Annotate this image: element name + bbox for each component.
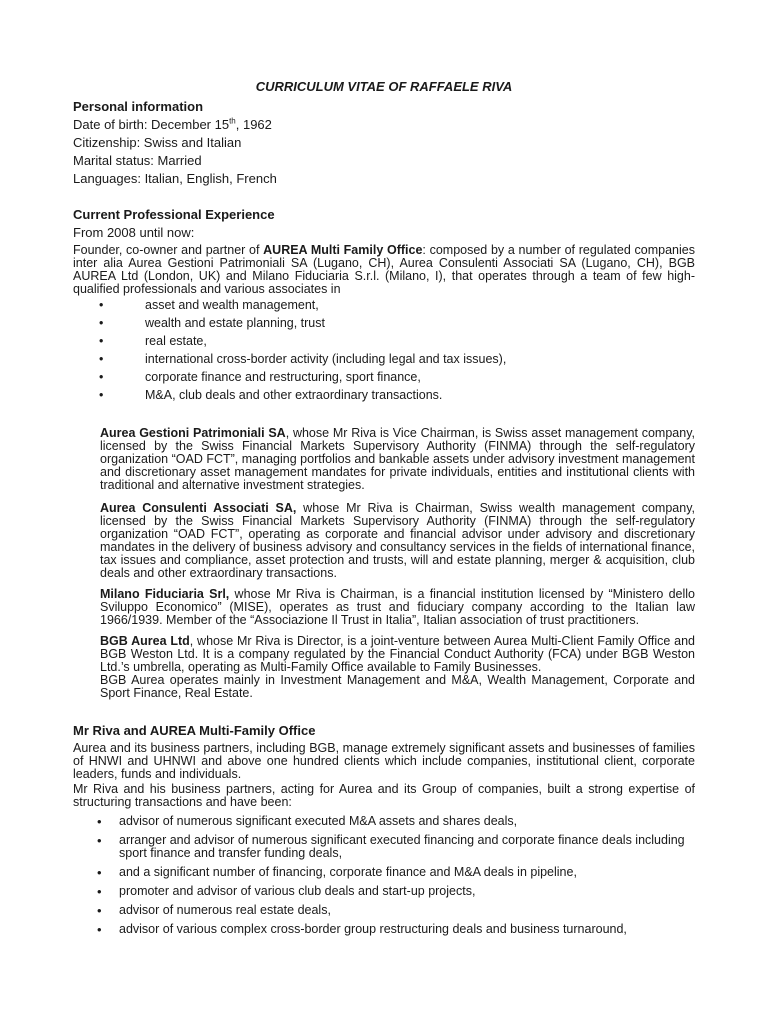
riva-aurea-paragraph-2: Mr Riva and his business partners, acting for Aurea and its Group of companies, built a strong expertise of structuring transactions and have been:: [73, 782, 695, 809]
list-item: • advisor of various complex cross-border group restructuring deals and business turnaround,: [97, 922, 627, 937]
bullet-icon: •: [99, 388, 104, 402]
riva-aurea-section: [73, 722, 695, 942]
experience-intro: [73, 244, 695, 296]
bullet-icon: •: [97, 833, 102, 848]
riva-aurea-paragraph-1: Aurea and its business partners, including BGB, manage extremely significant assets and businesses of families of HNWI and UHNWI and above one hundred clients which include companies, institutional client, corporate leaders, funds and individuals.: [73, 741, 695, 781]
dob-text: Date of birth: December 15: [73, 117, 230, 132]
list-item: • asset and wealth management,: [99, 298, 319, 312]
list-item: • promoter and advisor of various club deals and start-up projects,: [97, 884, 476, 899]
dob-superscript: th: [229, 116, 236, 126]
bullet-icon: •: [97, 865, 102, 880]
list-item: • international cross-border activity (including legal and tax issues),: [99, 352, 507, 366]
bullet-icon: •: [97, 814, 102, 829]
personal-information-heading: Personal information: [73, 99, 204, 114]
bullet-icon: •: [99, 370, 104, 384]
list-item: • arranger and advisor of numerous significant executed financing and corporate finance deals including sport finance and transfer funding deals,: [97, 833, 685, 860]
list-item: • advisor of numerous significant executed M&A assets and shares deals,: [97, 814, 518, 829]
company-name: Milano Fiduciaria Srl,: [100, 587, 230, 601]
company-name: Aurea Gestioni Patrimoniali SA: [100, 426, 286, 440]
bgb-aurea-paragraph: BGB Aurea Ltd, whose Mr Riva is Director, is a joint-venture between Aurea Multi-Client Family Office and BGB Weston Ltd. It is a company regulated by the Financial Conduct Authority (FCA) under BGB Weston Ltd.’s umbrella, operating as Multi-Family Office available to Family Businesses. BGB Aurea operates mainly in Investment Management and M&A, Wealth Management, Corporate and Sport Finance, Real Estate.: [100, 634, 695, 700]
intro-text: Founder, co-owner and partner of: [73, 243, 264, 257]
experience-period: From 2008 until now:: [73, 225, 195, 240]
citizenship: Citizenship: Swiss and Italian: [73, 135, 242, 150]
riva-aurea-heading: Mr Riva and AUREA Multi-Family Office: [73, 723, 316, 738]
languages: Languages: Italian, English, French: [73, 171, 277, 186]
expertise-list: [73, 815, 695, 936]
list-item: • corporate finance and restructuring, sport finance,: [99, 370, 421, 384]
list-item: • and a significant number of financing, corporate finance and M&A deals in pipeline,: [97, 865, 577, 880]
bullet-icon: •: [97, 922, 102, 937]
experience-heading: Current Professional Experience: [73, 207, 275, 222]
dob-year: , 1962: [235, 117, 272, 132]
bullet-icon: •: [99, 334, 104, 348]
experience-section: [73, 206, 695, 404]
intro-text-rest: : composed by a number of regulated companies inter alia Aurea Gestioni Patrimoniali SA (Lugano, CH), Aurea Consulenti Associati SA (Lugano, CH), BGB AUREA Ltd (London, UK) and Milano Fiduciaria S.r.l. (Milano, I), that operates through a team of few high-qualified professionals and various associates in: [73, 243, 695, 296]
aurea-consulenti-paragraph: Aurea Consulenti Associati SA, whose Mr Riva is Chairman, Swiss wealth management company, licensed by the Swiss Financial Markets Supervisory Authority (FINMA) through the self-regulatory organization “OAD FCT”, operating as corporate and financial advisor under advisory and discretionary mandates in the delivery of business advisory and consultancy services in the fields of international finance, tax issues and compliance, asset protection and trusts, will and estate planning, merger & acquisition, club deals and other extraordinary transactions.: [100, 501, 695, 580]
document-title: CURRICULUM VITAE OF RAFFAELE RIVA: [255, 79, 513, 94]
company-name: BGB Aurea Ltd: [100, 634, 190, 648]
date-of-birth: [73, 116, 695, 134]
activity-areas-list: [73, 296, 695, 404]
list-item: • real estate,: [99, 334, 207, 348]
bullet-icon: •: [99, 316, 104, 330]
marital-status: Marital status: Married: [73, 153, 202, 168]
bgb-aurea-activities: BGB Aurea operates mainly in Investment Management and M&A, Wealth Management, Corporate and Sport Finance, Real Estate.: [100, 673, 695, 700]
bullet-icon: •: [99, 352, 104, 366]
milano-fiduciaria-paragraph: Milano Fiduciaria Srl, whose Mr Riva is Chairman, is a financial institution licensed by “Ministero dello Sviluppo Economico” (MISE), operates as trust and fiduciary company according to the Italian law 1966/1939. Member of the “Associazione Il Trust in Italia”, Italian association of trust practitioners.: [100, 587, 695, 627]
list-item: • advisor of numerous real estate deals,: [97, 903, 331, 918]
personal-information-section: [73, 98, 695, 188]
company-name: Aurea Consulenti Associati SA,: [100, 501, 297, 515]
list-item: • wealth and estate planning, trust: [99, 316, 325, 330]
aurea-mfo-name: AUREA Multi Family Office: [263, 243, 423, 257]
bullet-icon: •: [97, 884, 102, 899]
bullet-icon: •: [97, 903, 102, 918]
list-item: • M&A, club deals and other extraordinary transactions.: [99, 388, 443, 402]
aurea-gestioni-paragraph: Aurea Gestioni Patrimoniali SA, whose Mr Riva is Vice Chairman, is Swiss asset management company, licensed by the Swiss Financial Markets Supervisory Authority (FINMA) through the self-regulatory organization “OAD FCT”, managing portfolios and bankable assets under advisory investment management and discretionary asset management mandates for private individuals, entities and institutional clients with traditional and alternative investment strategies.: [100, 426, 695, 492]
bullet-icon: •: [99, 298, 104, 312]
